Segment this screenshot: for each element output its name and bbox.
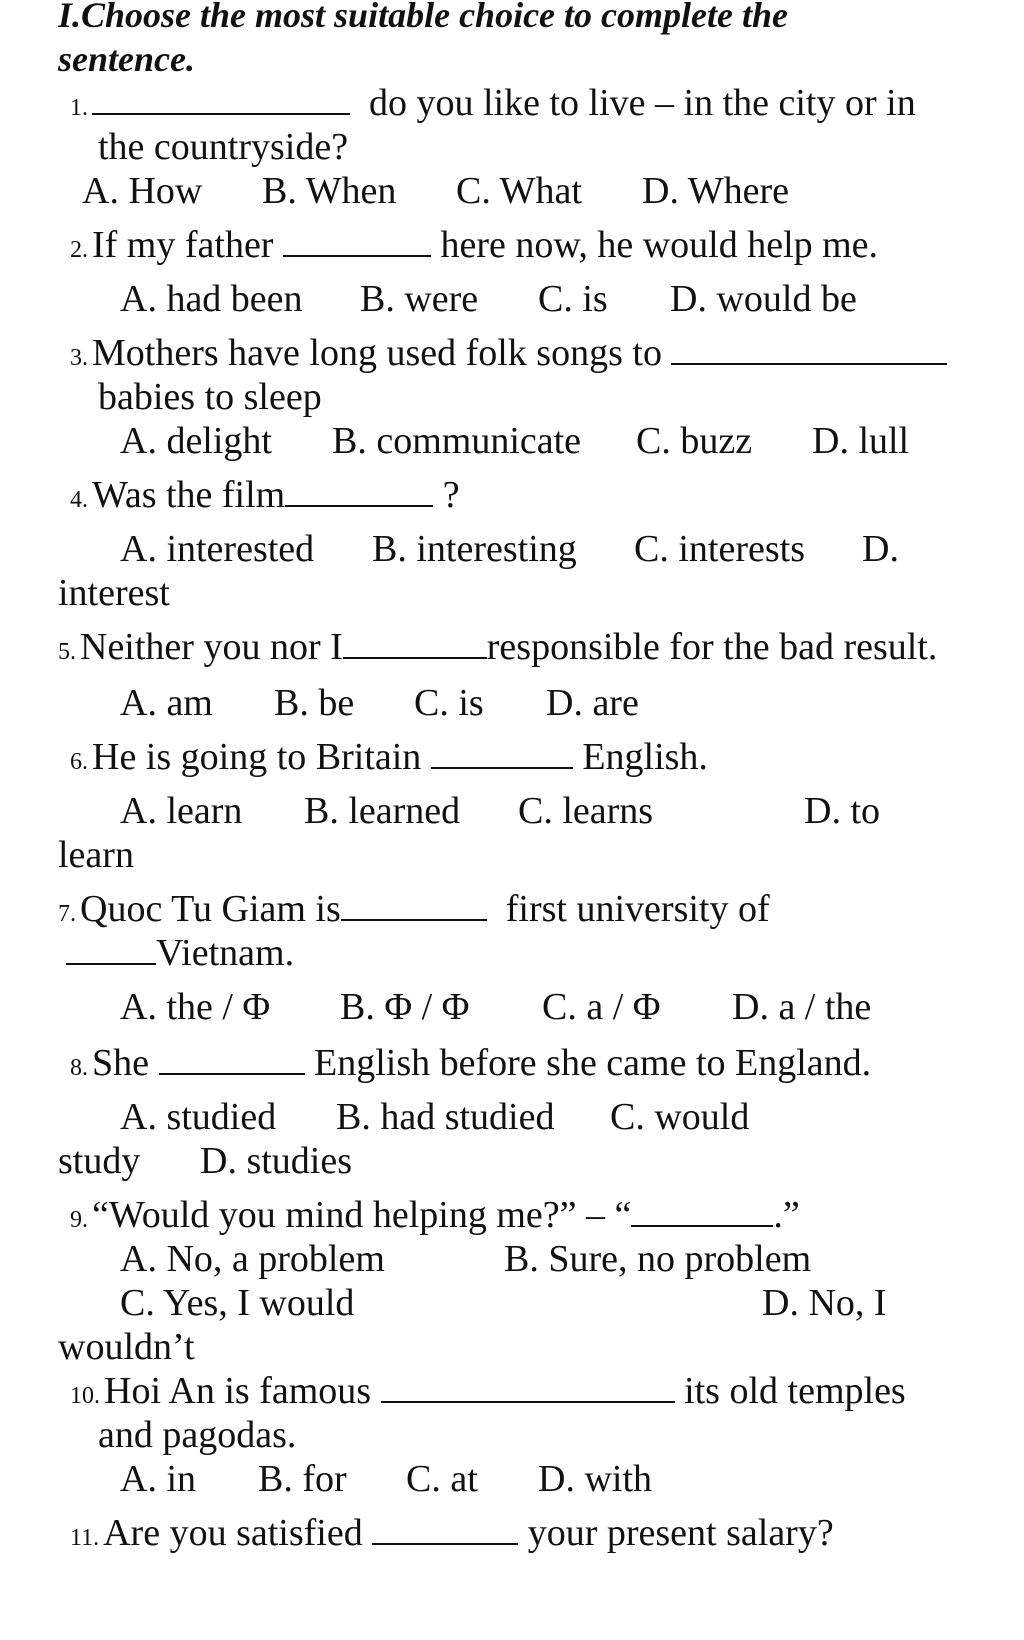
option-a: A. am [120,682,213,724]
answer-blank [92,83,350,115]
question-text: do you like to live – in the city or in [369,82,916,124]
answer-blank [343,627,487,659]
exercise-title-line2: sentence. [58,39,195,79]
question-3-continuation: babies to sleep [98,376,322,418]
question-1-continuation: the countryside? [98,126,349,168]
question-number: 4. [70,487,88,513]
option-d: D. with [538,1458,652,1500]
answer-blank [671,333,947,365]
answer-blank [341,889,487,921]
question-text: Are you satisfied [103,1512,363,1554]
option-c: C. interests [634,528,805,570]
question-number: 8. [70,1055,88,1081]
question-text: If my father [92,224,274,266]
exercise-title-line1: I.Choose the most suitable choice to complete the [58,0,788,35]
option-d-wrap: wouldn’t [58,1326,195,1368]
question-number: 5. [58,639,76,665]
option-a: A. had been [120,278,303,320]
answer-blank [381,1371,675,1403]
question-8 [70,1040,871,1091]
option-c: C. would [610,1096,750,1138]
question-11 [70,1510,834,1561]
question-text: here now, he would help me. [440,224,879,266]
question-number: 9. [70,1207,88,1233]
question-6 [70,734,708,785]
question-text: Mothers have long used folk songs to [92,332,662,374]
question-text: Neither you nor I [80,626,343,668]
option-b: B. When [262,170,397,212]
answer-blank [631,1195,773,1227]
option-c: C. learns [518,790,654,832]
question-text: Quoc Tu Giam is [80,888,341,930]
question-text: first university of [505,888,770,930]
question-number: 11. [70,1525,100,1551]
option-a: A. How [82,170,203,212]
option-b: B. be [274,682,355,724]
question-5 [58,624,937,675]
option-a: A. the / Φ [120,986,271,1028]
question-number: 6. [70,749,88,775]
option-c: C. at [406,1458,478,1500]
option-b: B. learned [304,790,461,832]
option-b: B. Φ / Φ [340,986,470,1028]
question-text: English. [582,736,708,778]
question-text: Was the film [92,474,286,516]
question-7-continuation [66,930,294,976]
question-text: its old temples [684,1370,906,1412]
option-b: B. communicate [332,420,582,462]
question-10-continuation: and pagodas. [98,1414,297,1456]
question-2 [70,222,878,273]
option-a: A. learn [120,790,243,832]
question-text: responsible for the bad result. [486,626,938,668]
option-b: B. for [258,1458,347,1500]
option-b: B. were [360,278,479,320]
answer-blank [159,1043,305,1075]
option-c: C. buzz [636,420,753,462]
answer-blank [66,933,156,965]
option-c: C. a / Φ [542,986,661,1028]
option-d: D. [862,528,899,570]
question-number: 3. [70,345,88,371]
option-d: D. Where [642,170,790,212]
option-a: A. delight [120,420,272,462]
question-number: 10. [70,1383,100,1409]
option-c: C. is [414,682,484,724]
question-text: “Would you mind helping me?” – “ [92,1194,632,1236]
question-text: ? [442,474,460,516]
question-text: Hoi An is famous [104,1370,372,1412]
option-d-wrap: learn [58,834,134,876]
question-text: .” [773,1194,800,1236]
question-text: He is going to Britain [92,736,422,778]
option-b: B. Sure, no problem [504,1238,812,1280]
option-a: A. studied [120,1096,277,1138]
question-number: 2. [70,237,88,263]
option-d: D. lull [812,420,910,462]
answer-blank [431,737,573,769]
option-a: A. No, a problem [120,1238,385,1280]
question-4 [70,472,460,523]
option-c-wrap: study [58,1140,141,1182]
option-d: D. to [804,790,880,832]
option-d: D. a / the [732,986,872,1028]
answer-blank [283,225,431,257]
option-b: B. had studied [336,1096,555,1138]
option-d: D. studies [200,1140,352,1182]
option-d: D. are [546,682,639,724]
question-number: 7. [58,901,76,927]
option-a: A. interested [120,528,315,570]
option-c: C. is [538,278,608,320]
question-text: your present salary? [527,1512,834,1554]
option-d: D. would be [670,278,857,320]
question-text: She [92,1042,149,1084]
question-number: 1. [70,95,88,121]
option-a: A. in [120,1458,196,1500]
question-text: English before she came to England. [314,1042,872,1084]
answer-blank [285,475,433,507]
option-c: C. What [456,170,582,212]
option-c: C. Yes, I would [120,1282,355,1324]
option-b: B. interesting [372,528,577,570]
question-text: Vietnam. [156,932,295,974]
option-d-wrap: interest [58,572,170,614]
option-d: D. No, I [762,1282,887,1324]
answer-blank [372,1513,518,1545]
